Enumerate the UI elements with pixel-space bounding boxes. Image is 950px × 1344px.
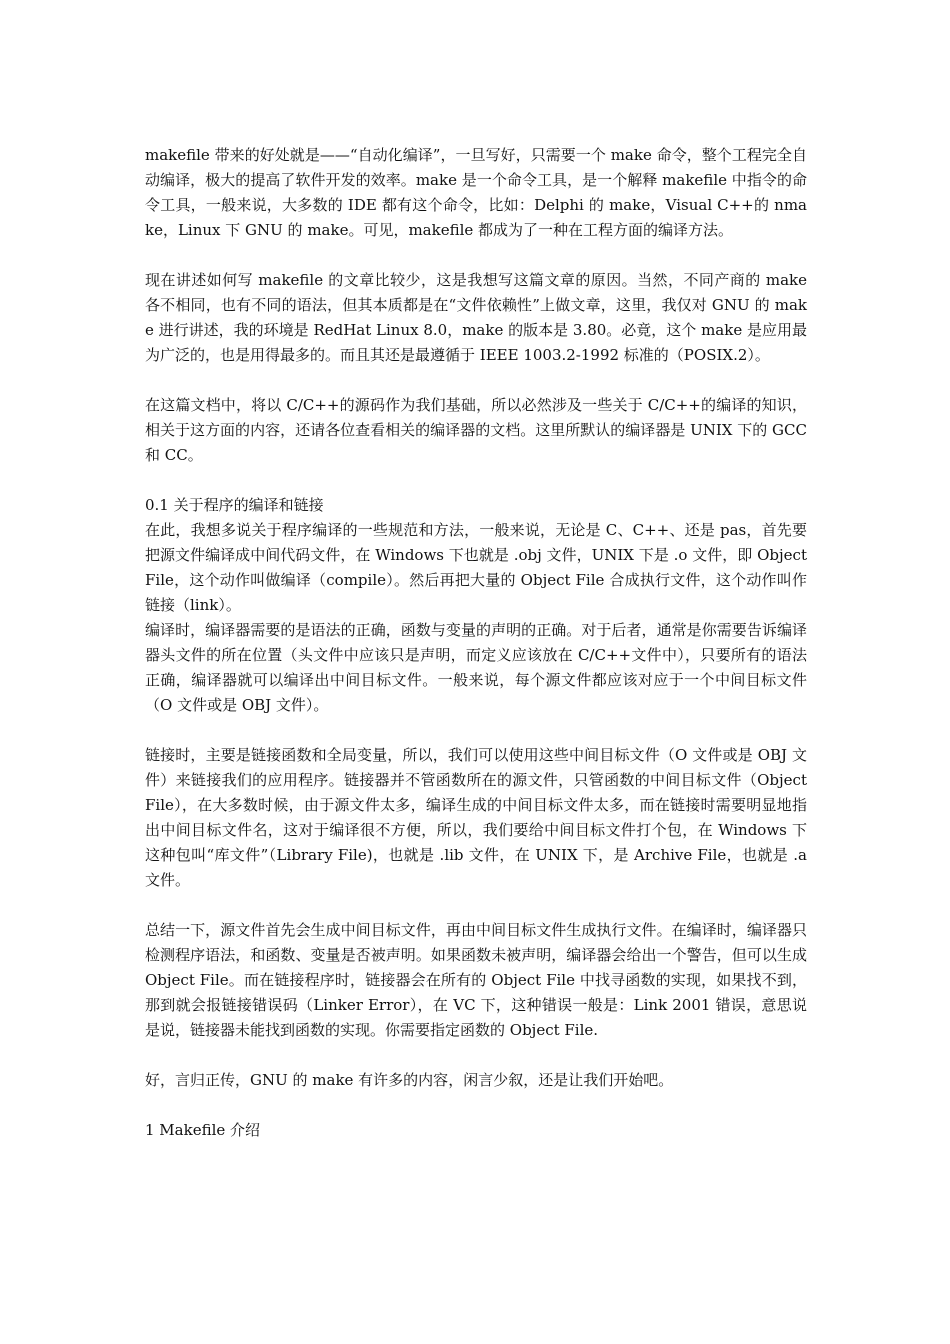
paragraph-gap — [145, 718, 807, 743]
paragraph-gap — [145, 893, 807, 918]
intro-paragraph: makefile 带来的好处就是——“自动化编译”，一旦写好，只需要一个 make 命令，整个工程完全自动编译，极大的提高了软件开发的效率。make 是一个命令工具，是一个解释 makefile 中指令的命令工具，一般来说，大多数的 IDE 都有这个命令，比如：Delphi 的 make，Visual C++的 nmake，Linux 下 GNU 的 make。可见，makefile 都成为了一种在工程方面的编译方法。 — [145, 146, 807, 239]
paragraph-gap — [145, 468, 807, 493]
document-page — [145, 143, 807, 1143]
transition-paragraph: 好，言归正传，GNU 的 make 有许多的内容，闲言少叙，还是让我们开始吧。 — [145, 1071, 674, 1089]
link-paragraph: 链接时，主要是链接函数和全局变量，所以，我们可以使用这些中间目标文件（O 文件或是 OBJ 文件）来链接我们的应用程序。链接器并不管函数所在的源文件，只管函数的中间目标文件（Object File），在大多数时候，由于源文件太多，编译生成的中间目标文件太多，而在链接时需要明显地指出中间目标文件名，这对于编译很不方便，所以，我们要给中间目标文件打个包，在 Windows 下这种包叫“库文件”（Library File)，也就是 .lib 文件，在 UNIX 下，是 Archive File，也就是 .a 文件。 — [145, 746, 807, 889]
paragraph-gap — [145, 1043, 807, 1068]
context-paragraph: 现在讲述如何写 makefile 的文章比较少，这是我想写这篇文章的原因。当然，不同产商的 make 各不相同，也有不同的语法，但其本质都是在“文件依赖性”上做文章，这里，我仅对 GNU 的 make 进行讲述，我的环境是 RedHat Linux 8.0，make 的版本是 3.80。必竟，这个 make 是应用最为广泛的，也是用得最多的。而且其还是最遵循于 IEEE 1003.2-1992 标准的（POSIX.2）。 — [145, 271, 807, 364]
section-heading: 0.1 关于程序的编译和链接 — [145, 496, 324, 514]
paragraph-gap — [145, 1093, 807, 1118]
paragraph-gap — [145, 243, 807, 268]
compile-paragraph: 编译时，编译器需要的是语法的正确，函数与变量的声明的正确。对于后者，通常是你需要告诉编译器头文件的所在位置（头文件中应该只是声明，而定义应该放在 C/C++文件中），只要所有的语法正确，编译器就可以编译出中间目标文件。一般来说，每个源文件都应该对应于一个中间目标文件（O 文件或是 OBJ 文件）。 — [145, 621, 807, 714]
paragraph-gap — [145, 368, 807, 393]
chapter-heading: 1 Makefile 介绍 — [145, 1121, 261, 1139]
compile-link-paragraph: 在此，我想多说关于程序编译的一些规范和方法，一般来说，无论是 C、C++、还是 pas，首先要把源文件编译成中间代码文件，在 Windows 下也就是 .obj 文件，UNIX 下是 .o 文件，即 Object File，这个动作叫做编译（compile）。然后再把大量的 Object File 合成执行文件，这个动作叫作链接（link）。 — [145, 521, 807, 614]
scope-paragraph: 在这篇文档中，将以 C/C++的源码作为我们基础，所以必然涉及一些关于 C/C++的编译的知识，相关于这方面的内容，还请各位查看相关的编译器的文档。这里所默认的编译器是 UNIX 下的 GCC 和 CC。 — [145, 396, 807, 464]
summary-paragraph: 总结一下，源文件首先会生成中间目标文件，再由中间目标文件生成执行文件。在编译时，编译器只检测程序语法，和函数、变量是否被声明。如果函数未被声明，编译器会给出一个警告，但可以生成 Object File。而在链接程序时，链接器会在所有的 Object File 中找寻函数的实现，如果找不到，那到就会报链接错误码（Linker Error），在 VC 下，这种错误一般是：Link 2001 错误，意思说是说，链接器未能找到函数的实现。你需要指定函数的 Object File. — [145, 921, 807, 1039]
